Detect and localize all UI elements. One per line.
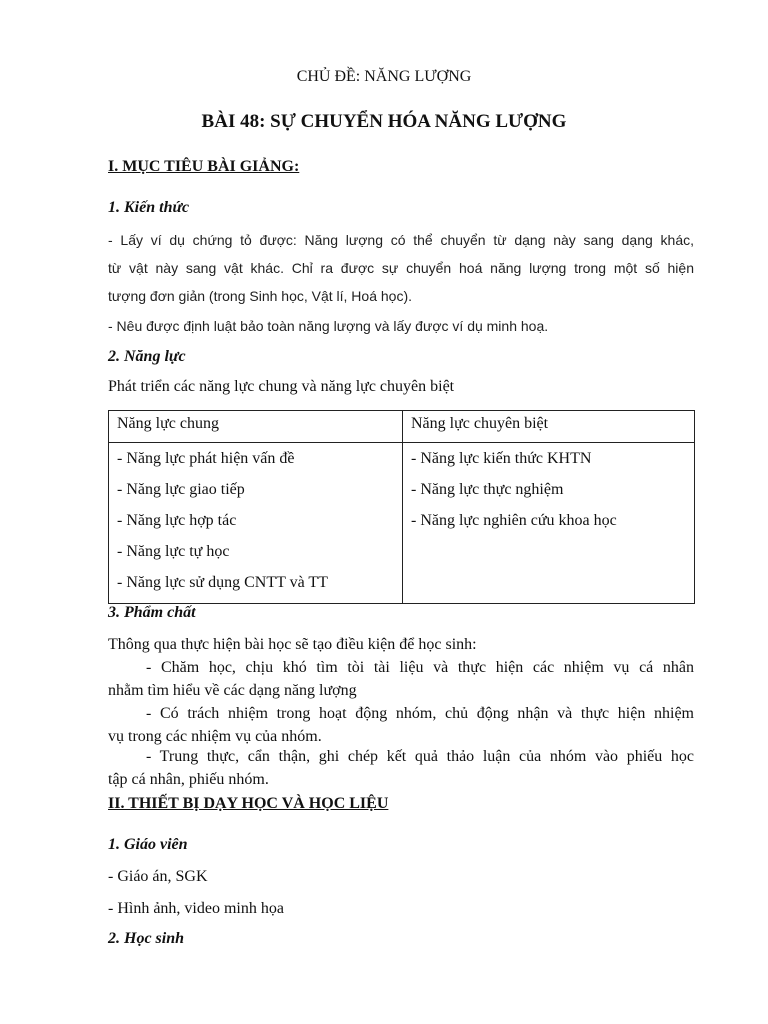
competency-heading: 2. Năng lực [108,348,186,365]
lesson-title: BÀI 48: SỰ CHUYỂN HÓA NĂNG LƯỢNG [201,111,567,132]
section-1-heading: I. MỤC TIÊU BÀI GIẢNG: [108,158,300,175]
quality-line-3: - Có trách nhiệm trong hoạt động nhóm, chủ động nhận và thực hiện nhiệm [146,705,694,722]
quality-line-6: tập cá nhân, phiếu nhóm. [108,771,269,788]
knowledge-line-2: từ vật này sang vật khác. Chỉ ra được sự chuyển hoá năng lượng trong một số hiện [108,260,694,276]
list-item: - Năng lực thực nghiệm [411,481,564,498]
table-row [109,443,695,604]
specific-competency-cell [403,443,695,604]
quality-line-5: - Trung thực, cẩn thận, ghi chép kết quả thảo luận của nhóm vào phiếu học [146,748,694,765]
knowledge-line-1: - Lấy ví dụ chứng tỏ được: Năng lượng có thể chuyển từ dạng này sang dạng khác, [108,232,694,248]
teacher-heading: 1. Giáo viên [108,836,188,853]
general-competency-cell [109,443,403,604]
quality-line-2: nhằm tìm hiểu về các dạng năng lượng [108,682,357,699]
quality-intro: Thông qua thực hiện bài học sẽ tạo điều kiện để học sinh: [108,636,477,653]
competency-intro: Phát triển các năng lực chung và năng lực chuyên biệt [108,378,455,395]
student-heading: 2. Học sinh [108,930,185,947]
competency-table [108,410,695,604]
topic-heading: CHỦ ĐỀ: NĂNG LƯỢNG [296,68,472,85]
teacher-item-2: - Hình ảnh, video minh họa [108,900,284,917]
table-header-specific: Năng lực chuyên biệt [403,411,695,443]
quality-line-1: - Chăm học, chịu khó tìm tòi tài liệu và thực hiện các nhiệm vụ cá nhân [146,659,694,676]
list-item: - Năng lực sử dụng CNTT và TT [117,574,328,591]
section-2-heading: II. THIẾT BỊ DẠY HỌC VÀ HỌC LIỆU [108,795,389,812]
list-item: - Năng lực giao tiếp [117,481,245,498]
list-item: - Năng lực hợp tác [117,512,237,529]
list-item: - Năng lực phát hiện vấn đề [117,450,295,467]
teacher-item-1: - Giáo án, SGK [108,868,208,885]
quality-heading: 3. Phẩm chất [108,604,196,621]
knowledge-line-3: tượng đơn giản (trong Sinh học, Vật lí, Hoá học). [108,288,413,304]
list-item: - Năng lực kiến thức KHTN [411,450,592,467]
table-header-general: Năng lực chung [109,411,403,443]
table-header-row [109,411,695,443]
knowledge-line-4: - Nêu được định luật bảo toàn năng lượng và lấy được ví dụ minh hoạ. [108,318,549,334]
list-item: - Năng lực tự học [117,543,230,560]
list-item: - Năng lực nghiên cứu khoa học [411,512,617,529]
knowledge-heading: 1. Kiến thức [108,199,190,216]
quality-line-4: vụ trong các nhiệm vụ của nhóm. [108,728,322,745]
